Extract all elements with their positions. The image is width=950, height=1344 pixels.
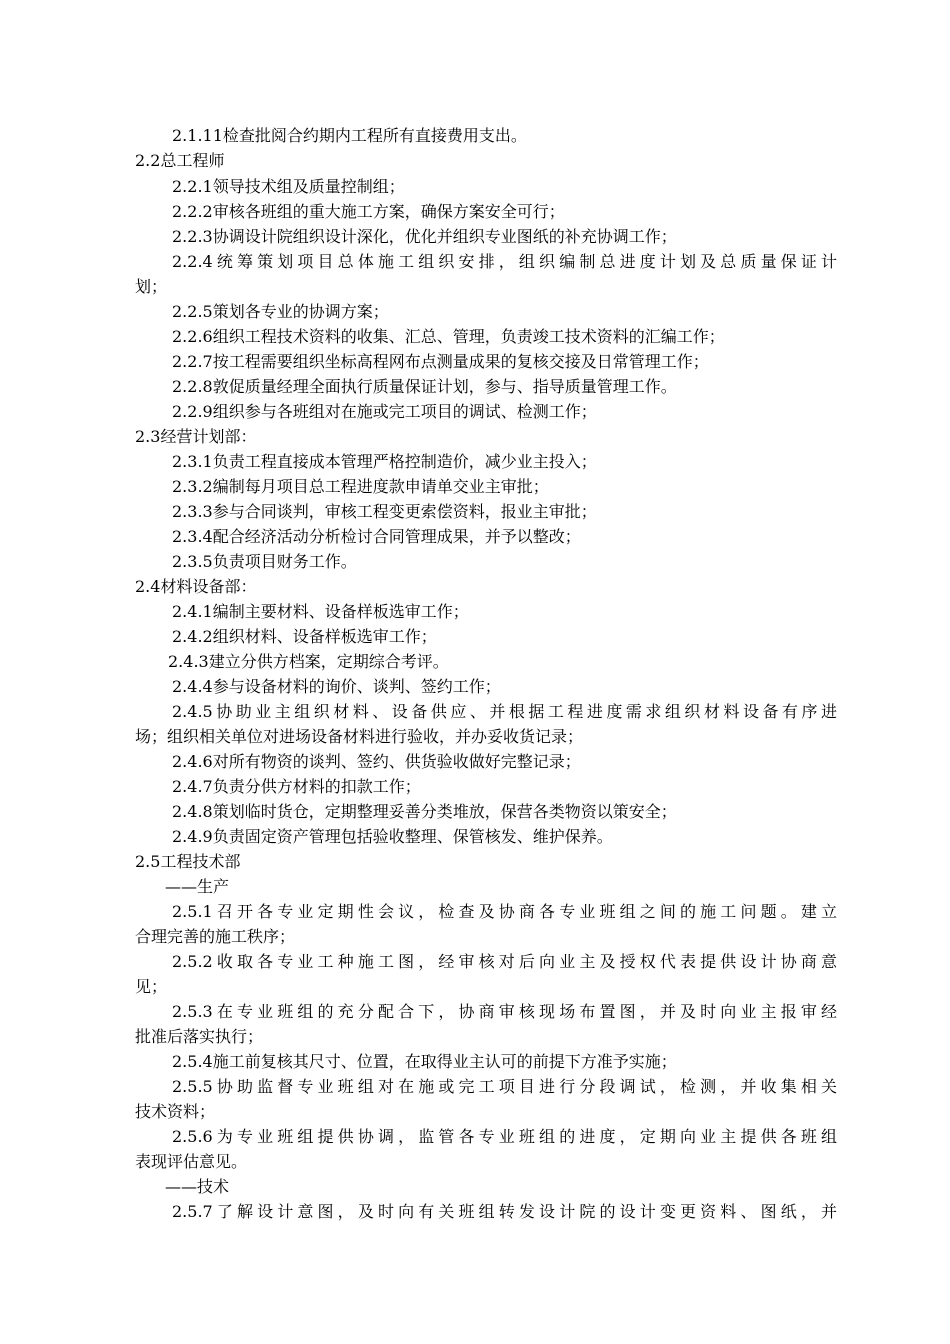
section-heading: 2.4材料设备部： xyxy=(135,577,257,596)
text-line: 2.2.4统筹策划项目总体施工组织安排，组织编制总进度计划及总质量保证计 xyxy=(172,252,837,271)
text-line: 2.5.3在专业班组的充分配合下，协商审核现场布置图，并及时向业主报审经 xyxy=(172,1002,837,1021)
text-line: 2.2.8敦促质量经理全面执行质量保证计划，参与、指导质量管理工作。 xyxy=(172,377,677,396)
text-line: 2.3.3参与合同谈判，审核工程变更索偿资料，报业主审批； xyxy=(172,502,597,521)
text-line: 见； xyxy=(135,977,168,996)
text-line: 2.5.4施工前复核其尺寸、位置，在取得业主认可的前提下方准予实施； xyxy=(172,1052,677,1071)
text-line: 2.2.3协调设计院组织设计深化，优化并组织专业图纸的补充协调工作； xyxy=(172,227,677,246)
text-line: 2.2.7按工程需要组织坐标高程网布点测量成果的复核交接及日常管理工作； xyxy=(172,352,709,371)
text-line: 合理完善的施工秩序； xyxy=(135,927,296,946)
text-line: 2.5.7了解设计意图，及时向有关班组转发设计院的设计变更资料、图纸，并 xyxy=(172,1202,837,1221)
text-line: 批准后落实执行； xyxy=(135,1027,264,1046)
text-line: 2.4.8策划临时货仓，定期整理妥善分类堆放，保营各类物资以策安全； xyxy=(172,802,677,821)
text-line: 2.2.1领导技术组及质量控制组； xyxy=(172,177,405,196)
text-line: 2.4.3建立分供方档案，定期综合考评。 xyxy=(168,652,449,671)
text-line: 2.2.2审核各班组的重大施工方案，确保方案安全可行； xyxy=(172,202,565,221)
text-line: 2.3.2编制每月项目总工程进度款申请单交业主审批； xyxy=(172,477,549,496)
text-line: 2.4.7负责分供方材料的扣款工作； xyxy=(172,777,421,796)
text-line: 2.5.6为专业班组提供协调，监管各专业班组的进度，定期向业主提供各班组 xyxy=(172,1127,837,1146)
text-line: 2.5.1召开各专业定期性会议，检查及协商各专业班组之间的施工问题。建立 xyxy=(172,902,837,921)
text-line: 技术资料； xyxy=(135,1102,216,1121)
text-line: 2.3.5负责项目财务工作。 xyxy=(172,552,357,571)
text-line: 场；组织相关单位对进场设备材料进行验收，并办妥收货记录； xyxy=(135,727,584,746)
text-line: 2.4.2组织材料、设备样板选审工作； xyxy=(172,627,437,646)
subsection-label: ——技术 xyxy=(165,1177,230,1196)
section-heading: 2.2总工程师 xyxy=(135,151,225,170)
text-line: 2.1.11检查批阅合约期内工程所有直接费用支出。 xyxy=(172,126,527,145)
text-line: 2.3.4配合经济活动分析检讨合同管理成果，并予以整改； xyxy=(172,527,581,546)
text-line: 2.5.5协助监督专业班组对在施或完工项目进行分段调试，检测，并收集相关 xyxy=(172,1077,837,1096)
text-line: 划； xyxy=(135,277,168,296)
text-line: 表现评估意见。 xyxy=(135,1152,248,1171)
text-line: 2.2.9组织参与各班组对在施或完工项目的调试、检测工作； xyxy=(172,402,597,421)
text-line: 2.4.9负责固定资产管理包括验收整理、保管核发、维护保养。 xyxy=(172,827,613,846)
text-line: 2.2.6组织工程技术资料的收集、汇总、管理，负责竣工技术资料的汇编工作； xyxy=(172,327,725,346)
text-line: 2.2.5策划各专业的协调方案； xyxy=(172,302,389,321)
text-line: 2.4.5协助业主组织材料、设备供应、并根据工程进度需求组织材料设备有序进 xyxy=(172,702,837,721)
section-heading: 2.5工程技术部 xyxy=(135,852,241,871)
subsection-label: ——生产 xyxy=(165,877,230,896)
text-line: 2.3.1负责工程直接成本管理严格控制造价，减少业主投入； xyxy=(172,452,597,471)
text-line: 2.4.6对所有物资的谈判、签约、供货验收做好完整记录； xyxy=(172,752,581,771)
section-heading: 2.3经营计划部： xyxy=(135,427,257,446)
text-line: 2.5.2收取各专业工种施工图，经审核对后向业主及授权代表提供设计协商意 xyxy=(172,952,837,971)
text-line: 2.4.1编制主要材料、设备样板选审工作； xyxy=(172,602,469,621)
text-line: 2.4.4参与设备材料的询价、谈判、签约工作； xyxy=(172,677,501,696)
